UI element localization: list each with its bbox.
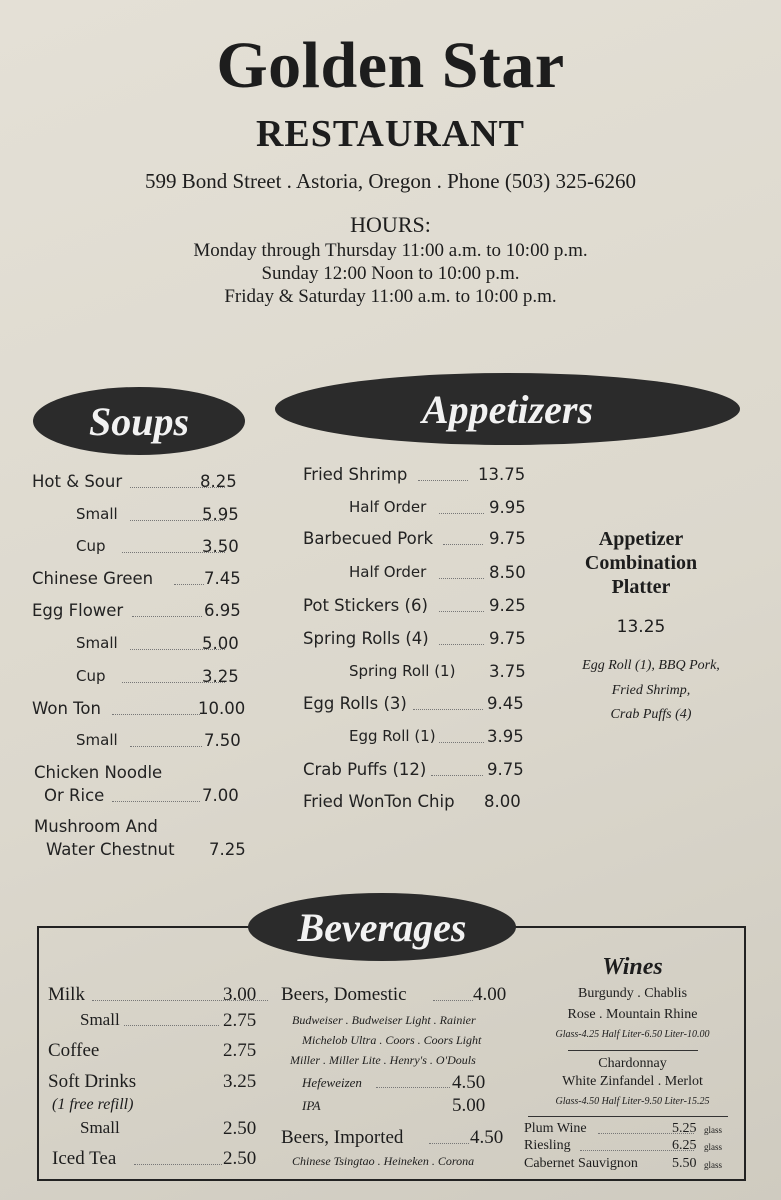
soup-item xyxy=(32,667,242,691)
appetizer-item xyxy=(303,596,533,620)
beverage-name: Milk xyxy=(48,984,85,1005)
beverage-price: 2.75 xyxy=(223,1010,257,1031)
appetizer-price: 13.75 xyxy=(478,465,526,484)
wine-divider xyxy=(568,1050,698,1051)
wine-unit: glass xyxy=(704,1142,722,1152)
appetizer-item xyxy=(303,662,533,686)
beverage-name: Iced Tea xyxy=(52,1148,117,1169)
soup-item xyxy=(32,601,242,625)
wine-prices: Glass-4.50 Half Liter-9.50 Liter-15.25 xyxy=(555,1096,710,1107)
beverage-price: 2.50 xyxy=(223,1118,257,1139)
soup-price: 3.50 xyxy=(202,537,239,556)
beverage-price: 3.00 xyxy=(223,984,257,1005)
beverage-item xyxy=(48,1148,263,1172)
soup-name: Won Ton xyxy=(32,699,101,718)
appetizer-price: 9.95 xyxy=(489,498,526,517)
beverage-name: Small xyxy=(80,1118,120,1137)
beverage-item xyxy=(48,1071,263,1095)
beer-name: Beers, Domestic xyxy=(281,984,407,1005)
appetizer-price: 9.45 xyxy=(487,694,524,713)
beer-brands: Chinese Tsingtao . Heineken . Corona xyxy=(292,1154,475,1168)
wine-name: Cabernet Sauvignon xyxy=(524,1156,638,1171)
appetizer-name: Barbecued Pork xyxy=(303,529,434,548)
appetizer-price: 9.25 xyxy=(489,596,526,615)
beer-name: Beers, Imported xyxy=(281,1127,404,1148)
soup-name: Chinese Green xyxy=(32,569,154,588)
appetizer-price: 8.00 xyxy=(484,792,521,811)
appetizers-heading: Appetizers xyxy=(275,373,740,445)
appetizer-name: Fried WonTon Chip xyxy=(303,792,455,811)
wine-name: Plum Wine xyxy=(524,1121,587,1136)
appetizer-item xyxy=(303,792,533,816)
beverage-item xyxy=(48,1040,263,1064)
refill-note: (1 free refill) xyxy=(52,1096,134,1113)
soups-heading: Soups xyxy=(33,387,245,455)
restaurant-name: Golden Star xyxy=(216,29,565,102)
combo-desc-line: Fried Shrimp, xyxy=(611,683,691,698)
beverage-price: 2.50 xyxy=(223,1148,257,1169)
beverage-name: Small xyxy=(80,1010,120,1029)
soup-item xyxy=(32,634,242,658)
beverage-item xyxy=(48,1010,263,1034)
soup-item xyxy=(32,699,247,723)
appetizer-item xyxy=(303,629,533,653)
beer-brands: Budweiser . Budweiser Light . Rainier xyxy=(292,1013,476,1027)
soup-item xyxy=(32,817,247,865)
appetizer-item xyxy=(303,465,533,489)
soup-name-cont: Or Rice xyxy=(44,786,105,805)
beverage-item xyxy=(48,1118,263,1142)
appetizer-item xyxy=(303,498,533,522)
soup-price: 7.00 xyxy=(202,786,239,805)
wine-price: 5.50 xyxy=(672,1156,697,1171)
beer-imported xyxy=(281,1127,516,1151)
appetizer-name: Egg Rolls (3) xyxy=(303,694,407,713)
beverage-name: Coffee xyxy=(48,1040,100,1061)
beer-price: 4.50 xyxy=(452,1072,486,1093)
beverages-heading: Beverages xyxy=(248,893,516,961)
appetizer-item xyxy=(303,694,533,718)
appetizer-item xyxy=(303,727,533,751)
soup-item xyxy=(32,505,242,529)
wine-names: Rose . Mountain Rhine xyxy=(567,1007,698,1022)
appetizer-item xyxy=(303,760,533,784)
hours-weekend: Friday & Saturday 11:00 a.m. to 10:00 p.m. xyxy=(224,286,557,307)
appetizer-name: Pot Stickers (6) xyxy=(303,596,428,615)
appetizer-price: 9.75 xyxy=(489,629,526,648)
wine-names: White Zinfandel . Merlot xyxy=(562,1074,703,1089)
wine-price: 6.25 xyxy=(672,1138,697,1153)
soup-name: Small xyxy=(76,505,118,523)
soup-name: Hot & Sour xyxy=(32,472,123,491)
beer-price: 4.50 xyxy=(470,1127,504,1148)
soup-price: 5.00 xyxy=(202,634,239,653)
appetizer-item xyxy=(303,563,533,587)
appetizer-name: Half Order xyxy=(349,563,427,581)
wine-names: Burgundy . Chablis xyxy=(577,986,688,1001)
soup-name: Chicken Noodle xyxy=(34,763,163,782)
soup-item xyxy=(32,763,247,811)
wine-unit: glass xyxy=(704,1160,722,1170)
appetizer-name: Fried Shrimp xyxy=(303,465,408,484)
wine-name: Riesling xyxy=(524,1138,571,1153)
hours-weekday: Monday through Thursday 11:00 a.m. to 10:00 p.m. xyxy=(193,240,588,261)
soup-price: 3.25 xyxy=(202,667,239,686)
hours-sunday: Sunday 12:00 Noon to 10:00 p.m. xyxy=(261,263,520,284)
appetizer-name: Crab Puffs (12) xyxy=(303,760,427,779)
appetizer-price: 3.95 xyxy=(487,727,524,746)
restaurant-subtitle: RESTAURANT xyxy=(255,113,525,155)
soup-price: 7.45 xyxy=(204,569,241,588)
wine-glass-item xyxy=(524,1156,734,1180)
beer-brands: Miller . Miller Lite . Henry's . O'Douls xyxy=(290,1053,476,1067)
appetizer-name: Egg Roll (1) xyxy=(349,727,436,745)
combo-desc-line: Egg Roll (1), BBQ Pork, xyxy=(582,658,720,673)
soup-price: 10.00 xyxy=(198,699,246,718)
soup-price: 7.50 xyxy=(204,731,241,750)
beverage-name: Soft Drinks xyxy=(48,1071,137,1092)
soup-name: Cup xyxy=(76,667,106,685)
beer-price: 5.00 xyxy=(452,1095,486,1116)
wine-names: Chardonnay xyxy=(598,1056,667,1071)
wines-heading: Wines xyxy=(602,954,663,980)
beverage-price: 3.25 xyxy=(223,1071,257,1092)
soup-item xyxy=(32,537,242,561)
hours-heading: HOURS: xyxy=(350,212,431,237)
soup-item xyxy=(32,569,242,593)
address-line: 599 Bond Street . Astoria, Oregon . Phone (503) 325-6260 xyxy=(144,169,637,193)
appetizer-price: 9.75 xyxy=(487,760,524,779)
wine-prices: Glass-4.25 Half Liter-6.50 Liter-10.00 xyxy=(555,1029,710,1040)
appetizer-name: Half Order xyxy=(349,498,427,516)
beer-domestic xyxy=(281,984,516,1008)
combo-price: 13.25 xyxy=(616,617,666,637)
beverage-item xyxy=(48,984,263,1008)
soup-name-cont: Water Chestnut xyxy=(46,840,175,859)
soup-price: 8.25 xyxy=(200,472,237,491)
soup-name: Small xyxy=(76,731,118,749)
appetizer-item xyxy=(303,529,533,553)
combo-title: Appetizer Combination Platter xyxy=(584,528,698,598)
soup-name: Mushroom And xyxy=(34,817,158,836)
soup-price: 6.95 xyxy=(204,601,241,620)
beverage-price: 2.75 xyxy=(223,1040,257,1061)
soup-name: Cup xyxy=(76,537,106,555)
appetizer-price: 8.50 xyxy=(489,563,526,582)
soup-price: 7.25 xyxy=(209,840,246,859)
beer-item xyxy=(302,1095,512,1119)
soup-price: 5.95 xyxy=(202,505,239,524)
beer-price: 4.00 xyxy=(473,984,507,1005)
beer-name: IPA xyxy=(302,1098,321,1113)
soup-item xyxy=(32,731,242,755)
combo-desc-line: Crab Puffs (4) xyxy=(610,707,692,722)
soup-name: Small xyxy=(76,634,118,652)
beer-item xyxy=(302,1072,512,1096)
appetizer-price: 9.75 xyxy=(489,529,526,548)
wine-unit: glass xyxy=(704,1125,722,1135)
beer-name: Hefeweizen xyxy=(302,1075,362,1090)
beer-brands: Michelob Ultra . Coors . Coors Light xyxy=(302,1033,482,1047)
appetizer-price: 3.75 xyxy=(489,662,526,681)
appetizer-name: Spring Roll (1) xyxy=(349,662,456,680)
wine-price: 5.25 xyxy=(672,1121,697,1136)
soup-item xyxy=(32,472,242,496)
wine-divider xyxy=(528,1116,728,1117)
appetizer-name: Spring Rolls (4) xyxy=(303,629,429,648)
soup-name: Egg Flower xyxy=(32,601,124,620)
